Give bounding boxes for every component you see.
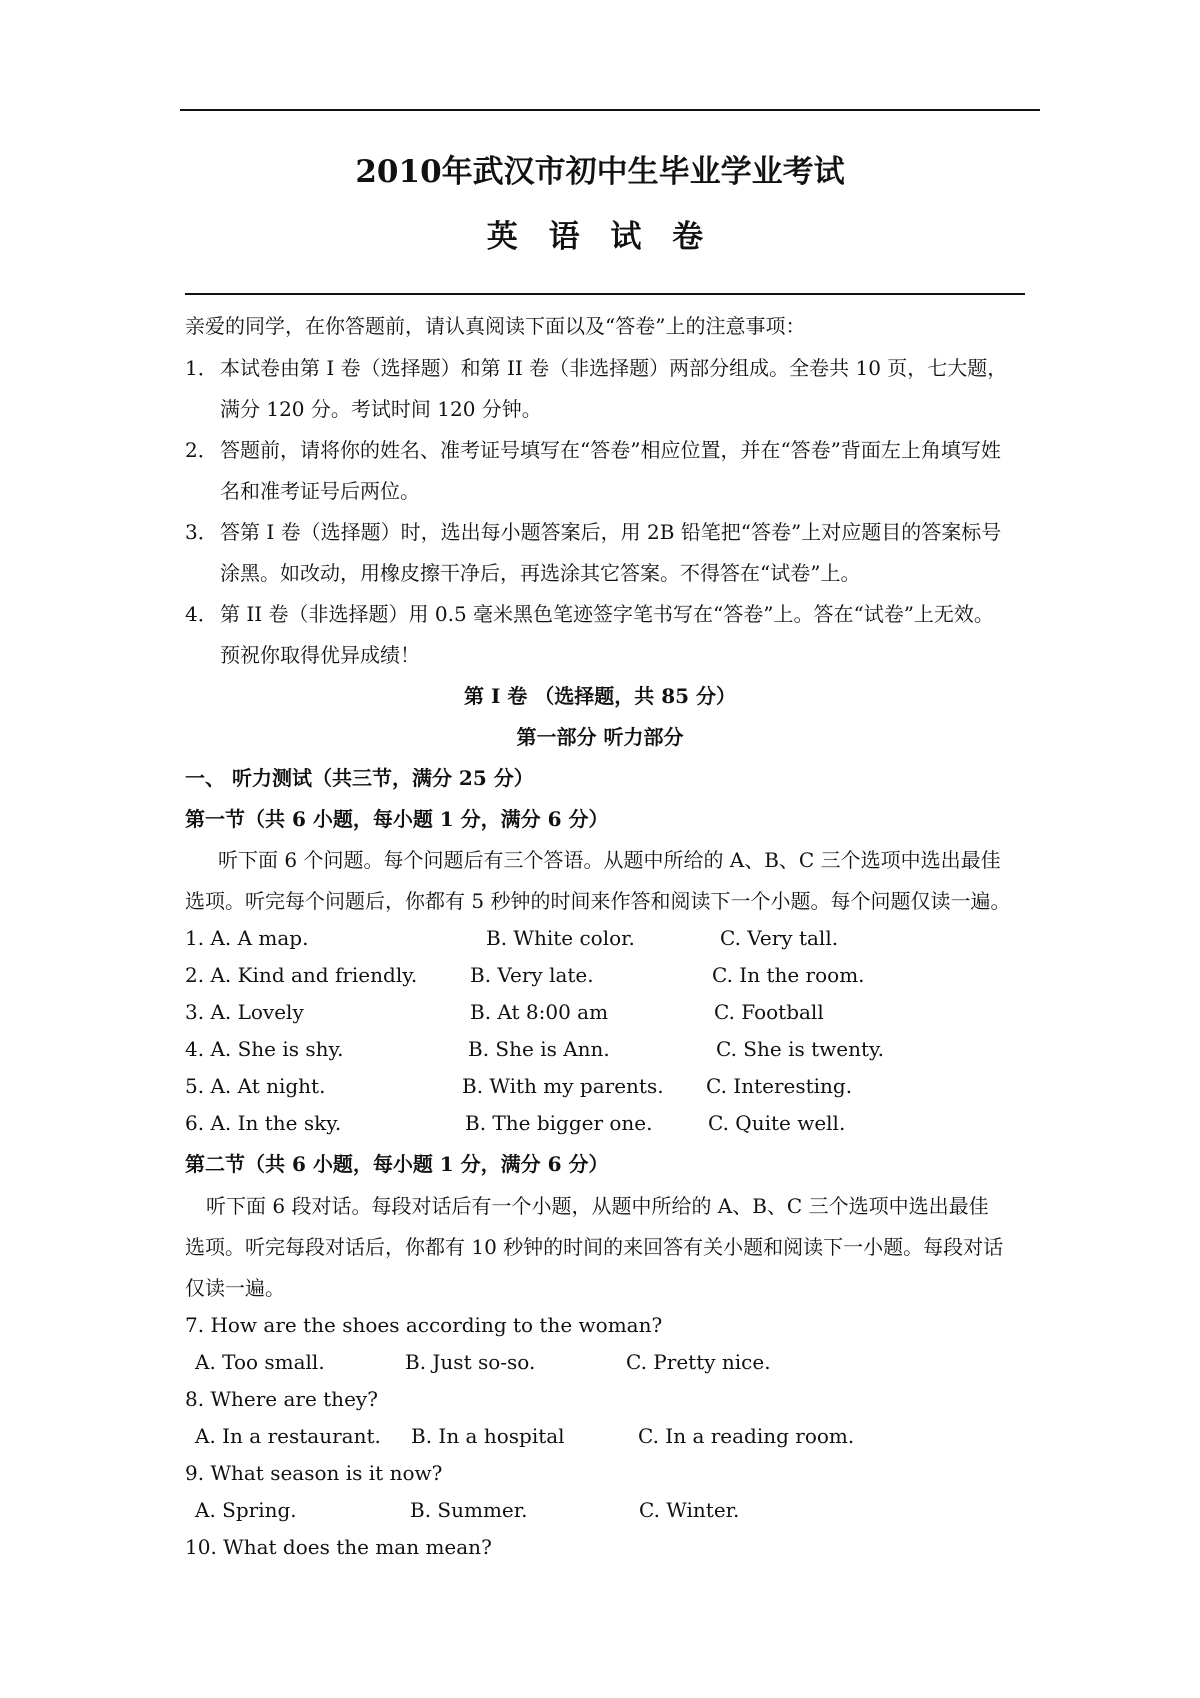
notice-item-line: 预祝你取得优异成绩！	[220, 643, 420, 667]
option-c: C. She is twenty.	[716, 1037, 885, 1061]
notice-item-line: 答题前，请将你的姓名、准考证号填写在“答卷”相应位置，并在“答卷”背面左上角填写姓	[220, 438, 1001, 462]
option-b: B. With my parents.	[462, 1074, 664, 1098]
option-a: A. Too small.	[195, 1350, 325, 1374]
question-stem: 7. How are the shoes according to the woman?	[185, 1313, 663, 1337]
part-heading: 第一部分 听力部分	[516, 725, 684, 749]
exam-title: 2010年武汉市初中生毕业学业考试	[355, 154, 845, 190]
notice-item-line: 第 II 卷（非选择题）用 0.5 毫米黑色笔迹签字笔书写在“答卷”上。答在“试卷”上无效。	[220, 602, 994, 626]
exam-subtitle: 英 语 试 卷	[486, 219, 714, 255]
option-a: A. In a restaurant.	[195, 1424, 381, 1448]
instruction-line: 听下面 6 段对话。每段对话后有一个小题，从题中所给的 A、B、C 三个选项中选出最佳	[206, 1194, 989, 1218]
instruction-line: 听下面 6 个问题。每个问题后有三个答语。从题中所给的 A、B、C 三个选项中选出最佳	[218, 848, 1001, 872]
option-b: B. At 8:00 am	[470, 1000, 609, 1024]
notice-item-line: 涂黑。如改动，用橡皮擦干净后，再选涂其它答案。不得答在“试卷”上。	[220, 561, 861, 585]
question-stem: 8. Where are they?	[185, 1387, 378, 1411]
notice-intro: 亲爱的同学，在你答题前，请认真阅读下面以及“答卷”上的注意事项：	[185, 314, 806, 338]
section-title: 一、 听力测试（共三节，满分 25 分）	[185, 766, 534, 790]
option-a: 3. A. Lovely	[185, 1000, 304, 1024]
option-b: B. In a hospital	[411, 1424, 565, 1448]
option-a: 2. A. Kind and friendly.	[185, 963, 418, 987]
notice-item-line: 答第 I 卷（选择题）时，选出每小题答案后，用 2B 铅笔把“答卷”上对应题目的答案标号	[220, 520, 1002, 544]
notice-item-num: 1．	[185, 356, 218, 380]
option-c: C. Winter.	[639, 1498, 740, 1522]
option-b: B. Just so-so.	[405, 1350, 536, 1374]
option-c: C. Football	[714, 1000, 824, 1024]
notice-item-num: 4．	[185, 602, 218, 626]
option-c: C. In the room.	[712, 963, 865, 987]
option-c: C. Pretty nice.	[626, 1350, 771, 1374]
notice-item-line: 本试卷由第 I 卷（选择题）和第 II 卷（非选择题）两部分组成。全卷共 10 页，七大题，	[220, 356, 1008, 380]
option-c: C. Quite well.	[708, 1111, 846, 1135]
option-a: 4. A. She is shy.	[185, 1037, 344, 1061]
top-rule	[180, 109, 1040, 111]
instruction-line: 选项。听完每个问题后，你都有 5 秒钟的时间来作答和阅读下一个小题。每个问题仅读一遍。	[185, 889, 1011, 913]
option-c: C. Interesting.	[706, 1074, 853, 1098]
subsection-title: 第一节（共 6 小题，每小题 1 分，满分 6 分）	[185, 807, 609, 831]
option-a: 5. A. At night.	[185, 1074, 326, 1098]
question-stem: 10. What does the man mean?	[185, 1535, 492, 1559]
option-b: B. White color.	[486, 926, 635, 950]
volume-heading: 第 I 卷 （选择题，共 85 分）	[463, 684, 736, 708]
option-b: B. The bigger one.	[465, 1111, 653, 1135]
option-b: B. She is Ann.	[468, 1037, 610, 1061]
subsection-title: 第二节（共 6 小题，每小题 1 分，满分 6 分）	[185, 1152, 609, 1176]
notice-item-line: 名和准考证号后两位。	[220, 479, 420, 503]
instruction-line: 仅读一遍。	[185, 1276, 285, 1300]
instruction-line: 选项。听完每段对话后，你都有 10 秒钟的时间的来回答有关小题和阅读下一小题。每段对话	[185, 1235, 1004, 1259]
option-a: 1. A. A map.	[185, 926, 309, 950]
option-b: B. Very late.	[470, 963, 594, 987]
question-stem: 9. What season is it now?	[185, 1461, 443, 1485]
option-a: A. Spring.	[195, 1498, 297, 1522]
option-a: 6. A. In the sky.	[185, 1111, 342, 1135]
option-c: C. In a reading room.	[638, 1424, 855, 1448]
option-b: B. Summer.	[410, 1498, 528, 1522]
notice-item-num: 3．	[185, 520, 218, 544]
title-underline	[185, 293, 1025, 295]
notice-item-line: 满分 120 分。考试时间 120 分钟。	[220, 397, 542, 421]
notice-item-num: 2．	[185, 438, 218, 462]
option-c: C. Very tall.	[720, 926, 839, 950]
